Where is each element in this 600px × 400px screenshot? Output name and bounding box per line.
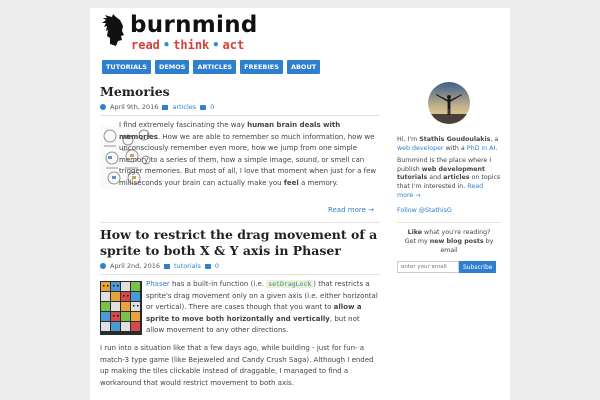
calendar-icon [100,263,106,269]
post-title[interactable]: Memories [100,84,170,99]
site-tagline: read • think • act [131,38,245,52]
post-category[interactable]: articles [172,103,197,111]
nav-articles[interactable]: ARTICLES [193,60,236,74]
main-nav [102,60,320,74]
post-date: April 2nd, 2016 [110,262,160,270]
email-field[interactable] [397,261,459,273]
post-excerpt: I find extremely fascinating the way human brain deals with memories. How we are able to remember so much information, how we unconsciously remember even more, how we jump from one simple memory to a series of them, how a simple image, sound, or smell can trigger memories. But most of all, I love that moment when just for a few milliseconds your brain can actually make you feel a memory. [119,121,377,187]
site-logo[interactable] [102,14,262,54]
about-text: Hi, I'm Stathis Goudoulakis, a web developer with a PhD in AI. [397,136,499,152]
code-setdraglock: setDragLock [268,280,312,288]
calendar-icon [100,104,106,110]
post-comments[interactable]: 0 [214,262,219,270]
post-meta [100,262,380,275]
twitter-follow-link[interactable]: Follow @StathisG [397,207,452,215]
comment-icon [200,105,206,110]
tag-icon [162,105,168,110]
nav-freebies[interactable]: FREEBIES [240,60,283,74]
post-category[interactable]: tutorials [173,262,201,270]
about-text-2: Burnmind is the place where I publish web development tutorials and articles on topics that I'm interested in. Read more → [397,157,501,199]
site-name: burnmind [130,12,258,38]
page-container [90,8,510,400]
sidebar [397,82,501,273]
post-title[interactable]: How to restrict the drag movement of a sprite to both X & Y axis in Phaser [100,227,378,258]
nav-demos[interactable]: DEMOS [155,60,190,74]
comment-icon [205,264,211,269]
post-phaser-drag [100,222,380,400]
head-silhouette-icon [102,14,126,50]
author-avatar [428,82,470,124]
read-more-link[interactable]: Read more → [327,206,374,214]
subscribe-form [397,261,501,273]
subscribe-box: Like what you're reading? Get my new blog posts by email enter your email Subscribe [397,222,501,273]
subscribe-button[interactable]: Subscribe [459,261,496,273]
tag-icon [164,264,170,269]
nav-tutorials[interactable]: TUTORIALS [102,60,151,74]
phaser-link[interactable]: Phaser [146,280,170,288]
post-date: April 9th, 2016 [110,103,159,111]
post-memories [100,84,380,218]
nav-about[interactable]: ABOUT [287,60,320,74]
post-comments[interactable]: 0 [210,103,215,111]
post-meta [100,103,380,116]
post-paragraph-2: I run into a situation like that a few days ago, while building - just for fun- a match-3 type game (like Bejeweled and Candy Crush Saga). Although I ended up making the tiles clickable instead of draggable, I managed to find a workaround that would restrict movement to both axis. [100,343,374,387]
post-excerpt: Phaser has a built-in function (i.e. setDragLock ) that restricts a sprite's drag movement only on a given axis (i.e. either horizontal or vertical). There are cases though that you want to allow a sprite to move both horizontally and vertically, but not allow movement to any other directions. I run into a situation like that a few days ago, while building - just for fun- a match-3 type game (like Bejeweled and Candy Crush Saga). Although I ended up making the tiles clickable instead of draggable, I managed to find a workaround that would restrict movement to both axis. [100,279,380,389]
main-column [100,84,380,400]
